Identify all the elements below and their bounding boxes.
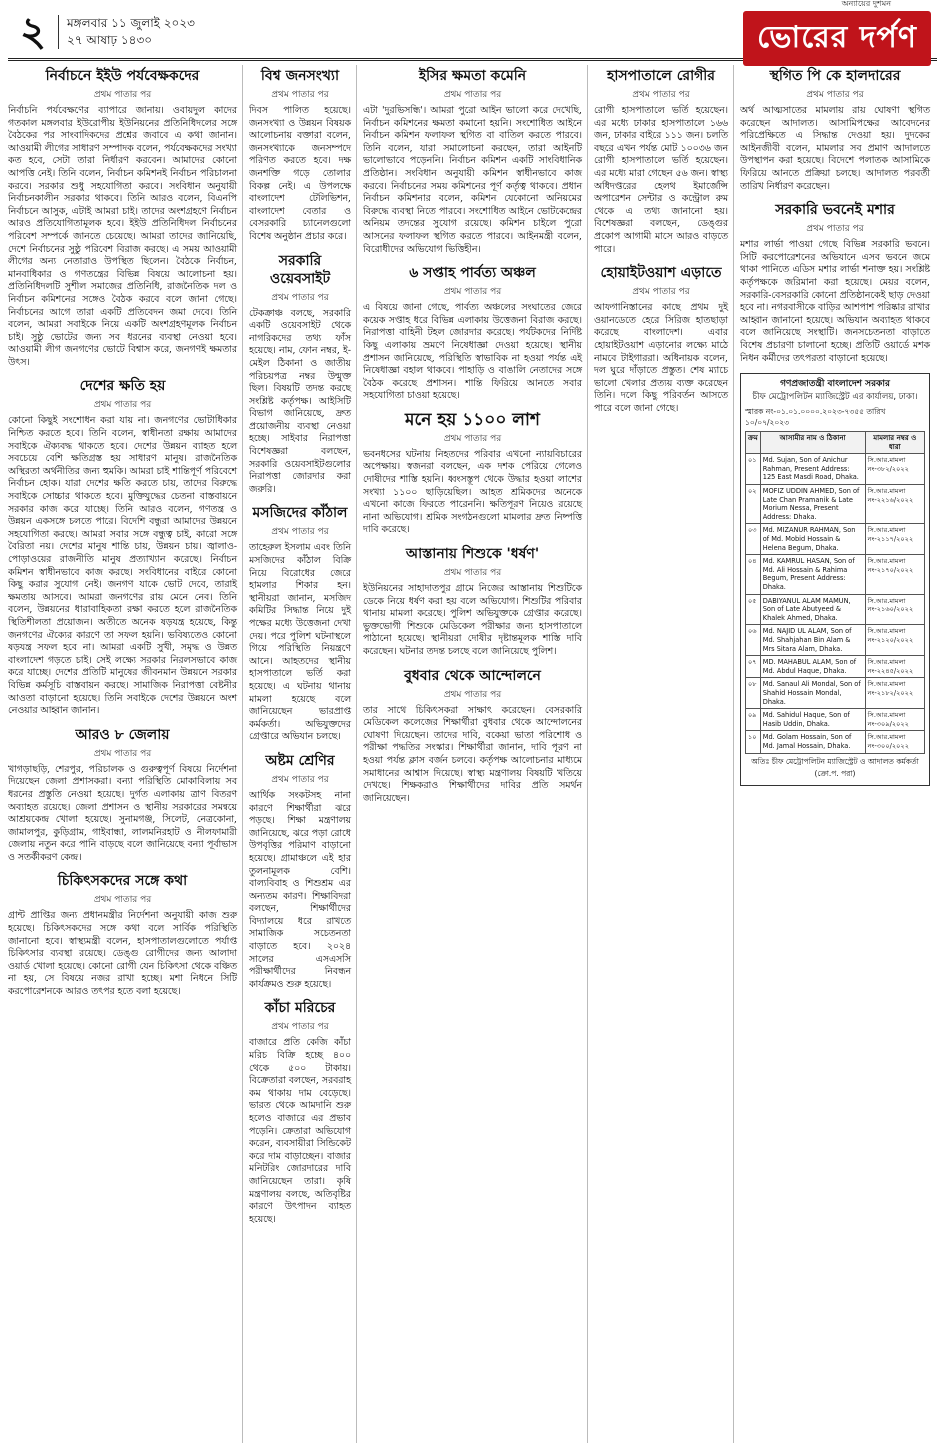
court-notice [740, 373, 930, 785]
logo-name: ভোরের দর্পণ [743, 11, 931, 66]
article [8, 377, 237, 717]
masthead [8, 0, 937, 61]
article [594, 67, 728, 256]
notice-row [746, 594, 925, 625]
article [363, 67, 582, 256]
article-headline: আস্তানায় শিশুকে 'ধর্ষণ' [405, 546, 540, 563]
column-1 [8, 65, 243, 1443]
notice-cell: Md. NAJID UL ALAM, Son of Md. Shahjahan Bin Alam & Mrs Sitara Alam, Dhaka. [760, 625, 865, 656]
article-continuation: প্রথম পাতার পর [806, 90, 864, 100]
column-3 [363, 65, 588, 1443]
date-english: মঙ্গলবার ১১ জুলাই ২০২৩ [67, 16, 195, 30]
article [249, 504, 351, 744]
column-5 [740, 65, 935, 1443]
notice-cell: সি.আর.মামলা নং-৩০৯/২০২২ [865, 709, 924, 731]
notice-header-cell: ক্রম [746, 432, 761, 454]
article-body: দিবস পালিত হয়েছে। জনসংখ্যা ও উন্নয়ন বিষয়ক আলোচনায় বক্তারা বলেন, জনসংখ্যাকে জনসম্পদে পরিণত করতে হবে। দক্ষ জনশক্তি গড়ে তোলার বিকল্প নেই। এ উপলক্ষে বাংলাদেশ টেলিভিশন, বাংলাদেশ বেতার ও বেসরকারি চ্যানেলগুলো বিশেষ অনুষ্ঠান প্রচার করে। [249, 105, 351, 242]
article-continuation: প্রথম পাতার পর [443, 568, 502, 579]
article [740, 67, 930, 193]
article-headline: হোয়াইটওয়াশ এড়াতে [600, 265, 722, 282]
notice-cell: ০৭ [746, 656, 761, 678]
notice-cell: ০৬ [746, 625, 761, 656]
article-body: বাজারে প্রতি কেজি কাঁচা মরিচ বিক্রি হচ্ছে ৪০০ থেকে ৫০০ টাকায়। বিক্রেতারা বলছেন, সরবরাহ কম থাকায় দাম বেড়েছে। ভারত থেকে আমদানি শুরু হলেও বাজারে এর প্রভাব পড়েনি। ক্রেতারা অভিযোগ করেন, ব্যবসায়ীরা সিন্ডিকেট করে দাম বাড়াচ্ছেন। বাজার মনিটরিং জোরদারের দাবি জানিয়েছেন তারা। কৃষি মন্ত্রণালয় বলছে, অতিবৃষ্টির কারণে উৎপাদন ব্যাহত হয়েছে। [249, 1037, 351, 1225]
notice-row [746, 485, 925, 524]
article-body: তাহেরুল ইসলাম এবং তিনি মসজিদের কাঁঠাল বিক্রি নিয়ে বিরোধের জেরে হামলার শিকার হন। স্থানীয়রা জানান, মসজিদ কমিটির সিদ্ধান্ত নিয়ে দুই পক্ষের মধ্যে উত্তেজনা দেখা দেয়। পরে পুলিশ ঘটনাস্থলে গিয়ে পরিস্থিতি নিয়ন্ত্রণে আনে। আহতদের স্থানীয় হাসপাতালে ভর্তি করা হয়েছে। এ ঘটনায় থানায় মামলা হয়েছে বলে জানিয়েছেন ভারপ্রাপ্ত কর্মকর্তা। অভিযুক্তদের গ্রেপ্তারে অভিযান চলছে। [249, 542, 351, 743]
notice-cell: ১০ [746, 731, 761, 753]
notice-footer: অতিঃ চীফ মেট্রোপলিটন ম্যাজিস্ট্রেট ও আদালত কর্মকর্তা (ক্রো.প. পরা) [751, 756, 919, 778]
notice-cell: Md. Sahidul Haque, Son of Hasib Uddin, Dhaka. [760, 709, 865, 731]
article-headline: সরকারি ওয়েবসাইট [269, 252, 331, 287]
date-block [58, 15, 195, 49]
article-headline: মসজিদের কাঁঠাল [252, 505, 348, 522]
notice-row [746, 678, 925, 709]
notice-table [745, 431, 925, 753]
article-headline: মনে হয় ১১০০ লাশ [405, 409, 540, 430]
article-headline: ইসির ক্ষমতা কমেনি [418, 68, 527, 84]
article-body: তার সাথে চিকিৎসকরা সাক্ষাৎ করেছেন। বেসরকারি মেডিকেল কলেজের শিক্ষার্থীরা বুধবার থেকে আন্দোলনের ঘোষণা দিয়েছেন। তাদের দাবি, বকেয়া ভাতা পরিশোধ ও পরীক্ষা পদ্ধতির সংস্কার। শিক্ষার্থীরা জানান, দাবি পূরণ না হওয়া পর্যন্ত ক্লাস বর্জন চলবে। কর্তৃপক্ষ আলোচনার মাধ্যমে সমাধানের আশ্বাস দিয়েছে। স্বাস্থ্য মন্ত্রণালয় বিষয়টি খতিয়ে দেখছে। শিক্ষকরাও শিক্ষার্থীদের দাবির প্রতি সমর্থন জানিয়েছেন। [363, 704, 582, 804]
notice-row [746, 656, 925, 678]
article-headline: হাসপাতালে রোগীর [606, 68, 716, 84]
notice-cell: Md. Sanaul Ali Mondal, Son of Shahid Hossain Mondal, Dhaka. [760, 678, 865, 709]
article-continuation: প্রথম পাতার পর [271, 527, 329, 538]
article-body: রোগী হাসপাতালে ভর্তি হয়েছেন। এর মধ্যে ঢাকার হাসপাতালে ১৬৬ জন, ঢাকার বাইরে ১১১ জন। চলতি বছরে এখন পর্যন্ত মোট ১০০৩৬ জন রোগী হাসপাতালে ভর্তি হয়েছেন। এর মধ্যে মারা গেছেন ৫৬ জন। স্বাস্থ্য অধিদপ্তরের হেলথ ইমার্জেন্সি অপারেশন সেন্টার ও কন্ট্রোল রুম থেকে এ তথ্য জানানো হয়। বিশেষজ্ঞরা বলছেন, ডেঙ্গুর প্রকোপ আগামী মাসে আরও বাড়তে পারে। [594, 105, 728, 255]
article-body: আফগানিস্তানের কাছে প্রথম দুই ওয়ানডেতে হেরে সিরিজ হাতছাড়া করেছে বাংলাদেশ। এবার হোয়াইটওয়াশ এড়ানোর লক্ষ্যে মাঠে নামবে টাইগাররা। অধিনায়ক বলেন, দল ঘুরে দাঁড়াতে প্রস্তুত। শেষ ম্যাচে ভালো খেলার প্রত্যয় ব্যক্ত করেছেন তিনি। দলে কিছু পরিবর্তন আসতে পারে বলে জানা গেছে। [594, 302, 728, 414]
notice-cell: ০৩ [746, 524, 761, 555]
notice-cell: সি.আর.মামলা নং-২১২০/২০২২ [865, 625, 924, 656]
article-body: অর্থ আত্মসাতের মামলায় রায় ঘোষণা স্থগিত করেছেন আদালত। আসামিপক্ষের আবেদনের পরিপ্রেক্ষিতে এ সিদ্ধান্ত দেওয়া হয়। দুদকের আইনজীবী বলেন, মামলার সব প্রমাণ আদালতে উপস্থাপন করা হয়েছে। বিদেশে পলাতক আসামিকে ফিরিয়ে আনতে প্রক্রিয়া চলছে। আদালত পরবর্তী তারিখ নির্ধারণ করেছেন। [740, 105, 930, 192]
article [249, 752, 351, 992]
article [363, 411, 582, 537]
notice-cell: ০৮ [746, 678, 761, 709]
article [363, 545, 582, 659]
article [249, 999, 351, 1226]
article-body: টেকক্রাঞ্চ বলছে, সরকারি একটি ওয়েবসাইট থেকে নাগরিকদের তথ্য ফাঁস হয়েছে। নাম, ফোন নম্বর, ই-মেইল ঠিকানা ও জাতীয় পরিচয়পত্র নম্বর উন্মুক্ত ছিল। বিষয়টি তদন্ত করছে সংশ্লিষ্ট কর্তৃপক্ষ। আইসিটি বিভাগ জানিয়েছে, দ্রুত প্রয়োজনীয় ব্যবস্থা নেওয়া হচ্ছে। সাইবার নিরাপত্তা বিশেষজ্ঞরা বলছেন, সরকারি ওয়েবসাইটগুলোর নিরাপত্তা জোরদার করা জরুরি। [249, 307, 351, 495]
article-continuation: প্রথম পাতার পর [271, 774, 329, 785]
notice-cell: ০৪ [746, 555, 761, 594]
article-headline: ৬ সপ্তাহ পার্বত্য অঞ্চল [409, 265, 536, 282]
article-continuation: প্রথম পাতার পর [271, 292, 329, 303]
article-continuation: প্রথম পাতার পর [271, 1022, 329, 1033]
article-headline: কাঁচা মরিচের [264, 1000, 336, 1017]
logo-tagline: অন্যায়ের দুশমন [841, 0, 891, 8]
column-4 [594, 65, 734, 1443]
article-body: গ্রান্ট প্রাপ্তির জন্য প্রধানমন্ত্রীর নির্দেশনা অনুযায়ী কাজ শুরু হয়েছে। চিকিৎসকদের সঙ্গে কথা বলে সার্বিক পরিস্থিতি জানানো হবে। স্বাস্থ্যমন্ত্রী বলেন, হাসপাতালগুলোতে পর্যাপ্ত চিকিৎসার ব্যবস্থা রয়েছে। ডেঙ্গু রোগীদের জন্য আলাদা ওয়ার্ড খোলা হয়েছে। কোনো রোগী যেন চিকিৎসা থেকে বঞ্চিত না হয়, সে বিষয়ে নজর রাখা হচ্ছে। মশা নিধনে সিটি করপোরেশনকে আরও তৎপর হতে বলা হয়েছে। [8, 910, 237, 998]
notice-cell: সি.আর.মামলা নং-২১১৭/২০২২ [865, 524, 924, 555]
article-body: আর্থিক সংকটসহ নানা কারণে শিক্ষার্থীরা ঝরে পড়ছে। শিক্ষা মন্ত্রণালয় জানিয়েছে, ঝরে পড়া রোধে উপবৃত্তির পরিমাণ বাড়ানো হয়েছে। গ্রামাঞ্চলে এই হার তুলনামূলক বেশি। বাল্যবিবাহ ও শিশুশ্রম এর অন্যতম কারণ। শিক্ষাবিদরা বলছেন, শিক্ষার্থীদের বিদ্যালয়ে ধরে রাখতে সামাজিক সচেতনতা বাড়াতে হবে। ২০২৪ সালের এসএসসি পরীক্ষার্থীদের নিবন্ধন কার্যক্রমও শুরু হয়েছে। [249, 789, 351, 990]
notice-reference: স্মারক নং-০১.০১.০০০০.২০২৩-৭৩৫৫ তারিখ ১০/০৭/২০২৩ [745, 407, 886, 428]
notice-header-cell: মামলার নম্বর ও ধারা [865, 432, 924, 454]
column-2 [249, 65, 357, 1443]
notice-subtitle: চীফ মেট্রোপলিটন ম্যাজিস্ট্রেট এর কার্যালয়, ঢাকা। [752, 392, 918, 403]
article-continuation: প্রথম পাতার পর [93, 90, 152, 100]
article-continuation: প্রথম পাতার পর [443, 689, 502, 700]
article-body: কোনো কিছুই সংশোধন করা যায় না। জনগণের ভোটাধিকার নিশ্চিত করতে হবে। তিনি বলেন, স্বাধীনতা রক্ষায় আমাদের সবাইকে ঐক্যবদ্ধ থাকতে হবে। দেশের উন্নয়ন ব্যাহত হলে সবচেয়ে বেশি ক্ষতিগ্রস্ত হয় সাধারণ মানুষ। রাজনৈতিক অস্থিরতা অর্থনীতির জন্য হুমকি। আমরা চাই শান্তিপূর্ণ পরিবেশে নির্বাচন হোক। যারা দেশের ক্ষতি করতে চায়, তাদের বিরুদ্ধে সবাইকে সোচ্চার থাকতে হবে। মুক্তিযুদ্ধের চেতনা বাস্তবায়নে সরকার কাজ করে যাচ্ছে। তিনি আরও বলেন, গণতন্ত্র ও উন্নয়ন একসঙ্গে চলতে পারে। বিদেশি বন্ধুরা আমাদের উন্নয়নে সহযোগিতা করছে। আমরা সবার সঙ্গে বন্ধুত্ব চাই, কারো সঙ্গে বৈরিতা নয়। দেশের মানুষ শান্তি চায়, উন্নয়ন চায়। জ্বালাও-পোড়াওয়ের রাজনীতি মানুষ প্রত্যাখ্যান করেছে। নির্বাচন কমিশন স্বাধীনভাবে কাজ করছে। সংবিধানের বাইরে কোনো কিছু করার সুযোগ নেই। জনগণ যাকে ভোট দেবে, তারাই ক্ষমতায় আসবে। আমরা জনগণের রায় মেনে নেব। তিনি বলেন, উন্নয়নের ধারাবাহিকতা রক্ষা করতে হলে রাজনৈতিক স্থিতিশীলতা প্রয়োজন। অতীতে অনেক ষড়যন্ত্র হয়েছে, কিন্তু জনগণের ঐক্যের কারণে তা সফল হয়নি। ভবিষ্যতেও কোনো ষড়যন্ত্র সফল হবে না। আমরা একটি সুখী, সমৃদ্ধ ও উন্নত বাংলাদেশ গড়তে চাই। সেই লক্ষ্যে সরকার নিরলসভাবে কাজ করে যাচ্ছে। দেশের প্রতিটি মানুষের জীবনমান উন্নয়নে সরকার বিভিন্ন কর্মসূচি বাস্তবায়ন করছে। সামাজিক নিরাপত্তা বেষ্টনীর আওতা বাড়ানো হয়েছে। তিনি সবাইকে দেশের উন্নয়নে অংশ নেওয়ার আহ্বান জানান। [8, 415, 237, 717]
notice-row [746, 625, 925, 656]
notice-cell: Md. Sujan, Son of Anichur Rahman, Present Address: 125 East Masdi Road, Dhaka. [760, 454, 865, 485]
article-continuation: প্রথম পাতার পর [443, 287, 502, 298]
article-headline: দেশের ক্ষতি হয় [79, 378, 166, 395]
notice-body [746, 454, 925, 753]
notice-row [746, 524, 925, 555]
article-headline: অষ্টম শ্রেণির [265, 752, 335, 769]
article-continuation: প্রথম পাতার পর [632, 287, 690, 298]
article [363, 264, 582, 403]
article-body: মশার লার্ভা পাওয়া গেছে বিভিন্ন সরকারি ভবনে। সিটি করপোরেশনের অভিযানে এসব ভবনে জমে থাকা পানিতে এডিস মশার লার্ভা শনাক্ত হয়। সংশ্লিষ্ট কর্তৃপক্ষকে জরিমানা করা হয়েছে। মেয়র বলেন, সরকারি-বেসরকারি কোনো প্রতিষ্ঠানকেই ছাড় দেওয়া হবে না। নগরবাসীকে বাড়ির আশপাশ পরিষ্কার রাখার আহ্বান জানানো হয়েছে। অভিযান অব্যাহত থাকবে বলে জানিয়েছে সংস্থাটি। জনসচেতনতা বাড়াতে বিশেষ প্রচারণা চালানো হচ্ছে। প্রতিটি ওয়ার্ডে মশক নিধন কর্মীদের তৎপরতা বাড়ানো হয়েছে। [740, 239, 930, 364]
article-continuation: প্রথম পাতার পর [93, 400, 152, 411]
article [740, 201, 930, 365]
notice-row [746, 709, 925, 731]
article-body: ভবনধসের ঘটনায় নিহতদের পরিবার এখনো ন্যায়বিচারের অপেক্ষায়। স্বজনরা বলছেন, এক দশক পেরিয়ে গেলেও দোষীদের শাস্তি হয়নি। ধ্বংসস্তূপ থেকে উদ্ধার হওয়া লাশের সংখ্যা ১১০০ ছাড়িয়েছিল। আহত শ্রমিকদের অনেকে এখনো কাজে ফিরতে পারেননি। ক্ষতিপূরণ নিয়েও রয়েছে নানা অভিযোগ। শ্রমিক সংগঠনগুলো মামলার দ্রুত নিষ্পত্তি দাবি করেছে। [363, 448, 582, 536]
notice-cell: DABIYANUL ALAM MAMUN, Son of Late Abutyeed & Khalek Ahmed, Dhaka. [760, 594, 865, 625]
article-body: এটা 'দুরভিসন্ধি'। আমরা পুরো আইন ভালো করে দেখেছি, নির্বাচন কমিশনের ক্ষমতা কমানো হয়নি। সংশোধিত আইনে নির্বাচন কমিশন ফলাফল স্থগিত বা বাতিল করতে পারবে। তিনি বলেন, যারা সমালোচনা করছেন, তারা আইনটি ভালোভাবে পড়েননি। নির্বাচন কমিশন একটি সাংবিধানিক প্রতিষ্ঠান। সংবিধান অনুযায়ী কমিশন স্বাধীনভাবে কাজ করবে। নির্বাচনের সময় কমিশনের পূর্ণ কর্তৃত্ব থাকবে। প্রধান নির্বাচন কমিশনার বলেন, কমিশন যেকোনো অনিয়মের বিরুদ্ধে ব্যবস্থা নিতে পারবে। সংশোধিত আইনে ভোটকেন্দ্রের অনিয়ম তদন্তের সুযোগ রয়েছে। কমিশন চাইলে পুরো আসনের ফলাফল স্থগিত করতে পারবে। আইনমন্ত্রী বলেন, বিরোধীদের অভিযোগ ভিত্তিহীন। [363, 105, 582, 255]
article-continuation: প্রথম পাতার পর [443, 433, 502, 444]
article-headline: সরকারি ভবনেই মশার [775, 202, 895, 219]
article-continuation: প্রথম পাতার পর [443, 90, 502, 100]
notice-row [746, 555, 925, 594]
article-continuation: প্রথম পাতার পর [93, 748, 152, 759]
notice-cell: ০৫ [746, 594, 761, 625]
columns [8, 65, 937, 1443]
article-continuation: প্রথম পাতার পর [93, 895, 152, 906]
notice-cell: MD. MAHABUL ALAM, Son of Md. Abdul Haque, Dhaka. [760, 656, 865, 678]
date-bengali: ২৭ আষাঢ় ১৪৩০ [67, 33, 153, 47]
column-5-articles [740, 67, 930, 365]
article-continuation: প্রথম পাতার পর [806, 224, 864, 235]
notice-title: গণপ্রজাতন্ত্রী বাংলাদেশ সরকার [780, 379, 890, 390]
article-continuation: প্রথম পাতার পর [632, 90, 690, 100]
article [8, 67, 237, 369]
article-headline: বুধবার থেকে আন্দোলনে [404, 667, 541, 684]
article-headline: বিশ্ব জনসংখ্যা [260, 68, 340, 84]
newspaper-logo [743, 0, 937, 66]
notice-cell: Md. Golam Hossain, Son of Md. Jamal Hossain, Dhaka. [760, 731, 865, 753]
notice-row [746, 731, 925, 753]
article [594, 264, 728, 415]
page-number: ২ [19, 8, 46, 55]
notice-cell: Md. MIZANUR RAHMAN, Son of Md. Mobid Hossain & Helena Begum, Dhaka. [760, 524, 865, 555]
notice-cell: Md. KAMRUL HASAN, Son of Md. Ali Hossain & Rahima Begum, Present Address: Dhaka. [760, 555, 865, 594]
article-headline: স্থগিত পি কে হালদারের [769, 68, 901, 84]
article-body: এ বিষয়ে জানা গেছে, পার্বত্য অঞ্চলের সংঘাতের জেরে কয়েক সপ্তাহ ধরে বিভিন্ন এলাকায় উত্তেজনা বিরাজ করছে। নিরাপত্তা বাহিনী টহল জোরদার করেছে। পর্যটকদের নির্দিষ্ট কিছু এলাকায় ভ্রমণে নিষেধাজ্ঞা দেওয়া হয়েছে। স্থানীয় প্রশাসন জানিয়েছে, পরিস্থিতি স্বাভাবিক না হওয়া পর্যন্ত এই নিষেধাজ্ঞা বহাল থাকবে। পাহাড়ি ও বাঙালি নেতাদের সঙ্গে বৈঠক করেছে প্রশাসন। শান্তি ফিরিয়ে আনতে সবার সহযোগিতা চাওয়া হয়েছে। [363, 302, 582, 402]
article [8, 726, 237, 865]
notice-cell: ০২ [746, 485, 761, 524]
article [363, 667, 582, 806]
notice-header-cell: আসামীর নাম ও ঠিকানা [760, 432, 865, 454]
notice-cell: সি.আর.মামলা নং-৩৮২/২০২২ [865, 454, 924, 485]
notice-cell: সি.আর.মামলা নং-২১৬০/২০২২ [865, 594, 924, 625]
notice-cell: সি.আর.মামলা নং-২২১৬/২০২২ [865, 485, 924, 524]
notice-header-row [746, 432, 925, 454]
article [249, 67, 351, 244]
article-body: ইউনিয়নের সাহাদাতপুর গ্রামে নিজের আস্তানায় শিশুটিকে ডেকে নিয়ে ধর্ষণ করা হয় বলে অভিযোগ। শিশুটির পরিবার থানায় মামলা করেছে। পুলিশ অভিযুক্তকে গ্রেপ্তার করেছে। ভুক্তভোগী শিশুকে মেডিকেল পরীক্ষার জন্য হাসপাতালে পাঠানো হয়েছে। স্থানীয়রা দোষীর দৃষ্টান্তমূলক শাস্তি দাবি করেছেন। ঘটনার তদন্ত চলছে বলে জানিয়েছে পুলিশ। [363, 583, 582, 657]
article-body: খাগড়াছড়ি, শেরপুর, পরিচালক ও গুরুত্বপূর্ণ বিষয়ে নির্দেশনা দিয়েছেন জেলা প্রশাসকরা। বন্যা পরিস্থিতি মোকাবিলায় সব ধরনের প্রস্তুতি নেওয়া হয়েছে। দুর্গত এলাকায় ত্রাণ বিতরণ অব্যাহত রয়েছে। জেলা প্রশাসন ও স্থানীয় সরকারের সমন্বয়ে আশ্রয়কেন্দ্র খোলা হয়েছে। সুনামগঞ্জ, সিলেট, নেত্রকোনা, জামালপুর, কুড়িগ্রাম, গাইবান্ধা, লালমনিরহাট ও নীলফামারী জেলায় নতুন করে পানি বাড়ছে বলে জানিয়েছে বন্যা পূর্বাভাস ও সতর্কীকরণ কেন্দ্র। [8, 763, 237, 863]
article-headline: নির্বাচনে ইইউ পর্যবেক্ষকদের [45, 68, 200, 84]
article-body: নির্বাচনি পর্যবেক্ষণের ব্যাপারে জানায়। ওবায়দুল কাদের গতকাল মঙ্গলবার ইউরোপীয় ইউনিয়নের প্রতিনিধিদলের সঙ্গে বৈঠকের পর সাংবাদিকদের প্রশ্নের জবাবে এ কথা জানান। আওয়ামী লীগের সাধারণ সম্পাদক বলেন, পর্যবেক্ষকদের সংখ্যা কত হবে, সেটা তারা নির্ধারণ করবেন। আমাদের কোনো আপত্তি নেই। তিনি বলেন, নির্বাচন কমিশনই নির্বাচন পরিচালনা করবে। সরকার শুধু সহযোগিতা করবে। সংবিধান অনুযায়ী নির্বাচনকালীন সরকার থাকবে। তিনি আরও বলেন, বিএনপি নির্বাচনে আসুক, এটাই আমরা চাই। তাদের অংশগ্রহণে নির্বাচন আরও প্রতিযোগিতামূলক হবে। ইইউ প্রতিনিধিদল নির্বাচনের পরিবেশ সম্পর্কে জানতে চেয়েছে। আমরা তাদের জানিয়েছি, দেশে নির্বাচনের সুষ্ঠু পরিবেশ বিরাজ করছে। এ সময় আওয়ামী লীগের অন্য নেতারাও উপস্থিত ছিলেন। বৈঠকে নির্বাচন, মানবাধিকার ও গণতন্ত্রের বিভিন্ন বিষয়ে আলোচনা হয়। প্রতিনিধিদলটি সুশীল সমাজের প্রতিনিধি, রাজনৈতিক দল ও নির্বাচন কমিশনের সঙ্গেও বৈঠক করবে বলে জানা গেছে। নির্বাচনের আগে তারা একটি প্রতিবেদন জমা দেবে। তিনি বলেন, আমরা সবাইকে নিয়ে একটি অংশগ্রহণমূলক নির্বাচন চাই। সুষ্ঠু ভোটের জন্য সব ধরনের ব্যবস্থা নেওয়া হবে। আওয়ামী লীগ জনগণের ভোটে বিশ্বাস করে, জনগণই ক্ষমতার উৎস। [8, 105, 237, 368]
notice-cell: ০৯ [746, 709, 761, 731]
notice-cell: সি.আর.মামলা নং-২১৭০/২০২২ [865, 555, 924, 594]
article-continuation: প্রথম পাতার পর [271, 90, 329, 100]
notice-cell: সি.আর.মামলা নং-৩০০/২০২২ [865, 731, 924, 753]
notice-row [746, 454, 925, 485]
article [8, 872, 237, 998]
notice-cell: MOFIZ UDDIN AHMED, Son of Late Chan Pramanik & Late Morium Nessa, Present Address: Dhaka. [760, 485, 865, 524]
notice-cell: সি.আর.মামলা নং-২২৪৫/২০২২ [865, 656, 924, 678]
notice-cell: ০১ [746, 454, 761, 485]
article-headline: আরও ৮ জেলায় [75, 726, 170, 743]
article [249, 252, 351, 497]
article-headline: চিকিৎসকদের সঙ্গে কথা [57, 873, 188, 890]
notice-cell: সি.আর.মামলা নং-২১৮২/২০২২ [865, 678, 924, 709]
